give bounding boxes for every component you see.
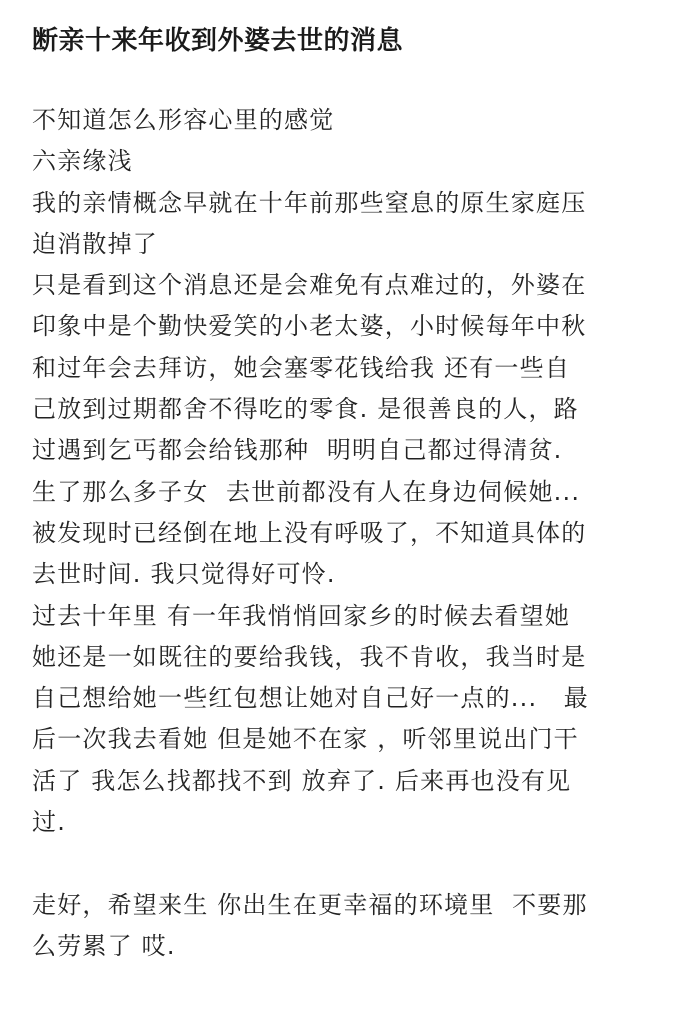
post-line: 去世时间. 我只觉得好可怜. bbox=[32, 560, 336, 589]
blank-line bbox=[32, 843, 660, 884]
post-line: 我的亲情概念早就在十年前那些窒息的原生家庭压 bbox=[32, 188, 587, 217]
post-line: 迫消散掉了 bbox=[32, 229, 158, 258]
post-line: 过遇到乞丐都会给钱那种 明明自己都过得清贫. bbox=[32, 436, 563, 465]
post-body bbox=[32, 100, 660, 967]
post-line: 和过年会去拜访，她会塞零花钱给我 还有一些自 bbox=[32, 353, 571, 382]
post-line: 被发现时已经倒在地上没有呼吸了，不知道具体的 bbox=[32, 518, 587, 547]
post-line: 走好，希望来生 你出生在更幸福的环境里 不要那 bbox=[32, 890, 588, 919]
post-line: 自己想给她一些红包想让她对自己好一点的... 最 bbox=[32, 684, 589, 713]
post-line: 印象中是个勤快爱笑的小老太婆，小时候每年中秋 bbox=[32, 312, 587, 341]
post-line: 过去十年里 有一年我悄悄回家乡的时候去看望她 bbox=[32, 601, 571, 630]
post-line: 过. bbox=[32, 808, 67, 837]
post-line: 不知道怎么形容心里的感觉 bbox=[32, 106, 335, 134]
post-line: 她还是一如既往的要给我钱，我不肯收，我当时是 bbox=[32, 642, 587, 671]
post-line: 活了 我怎么找都找不到 放弃了. 后来再也没有见 bbox=[32, 766, 572, 795]
post-line: 后一次我去看她 但是她不在家 ，听邻里说出门干 bbox=[32, 725, 579, 754]
post-line: 六亲缘浅 bbox=[32, 147, 133, 176]
post-line: 么劳累了 哎. bbox=[32, 931, 176, 960]
post-line: 己放到过期都舍不得吃的零食. 是很善良的人，路 bbox=[32, 395, 579, 424]
post-title: 断亲十来年收到外婆去世的消息 bbox=[32, 26, 404, 56]
post-line: 只是看到这个消息还是会难免有点难过的，外婆在 bbox=[32, 271, 587, 300]
post-line: 生了那么多子女 去世前都没有人在身边伺候她... bbox=[32, 477, 581, 506]
